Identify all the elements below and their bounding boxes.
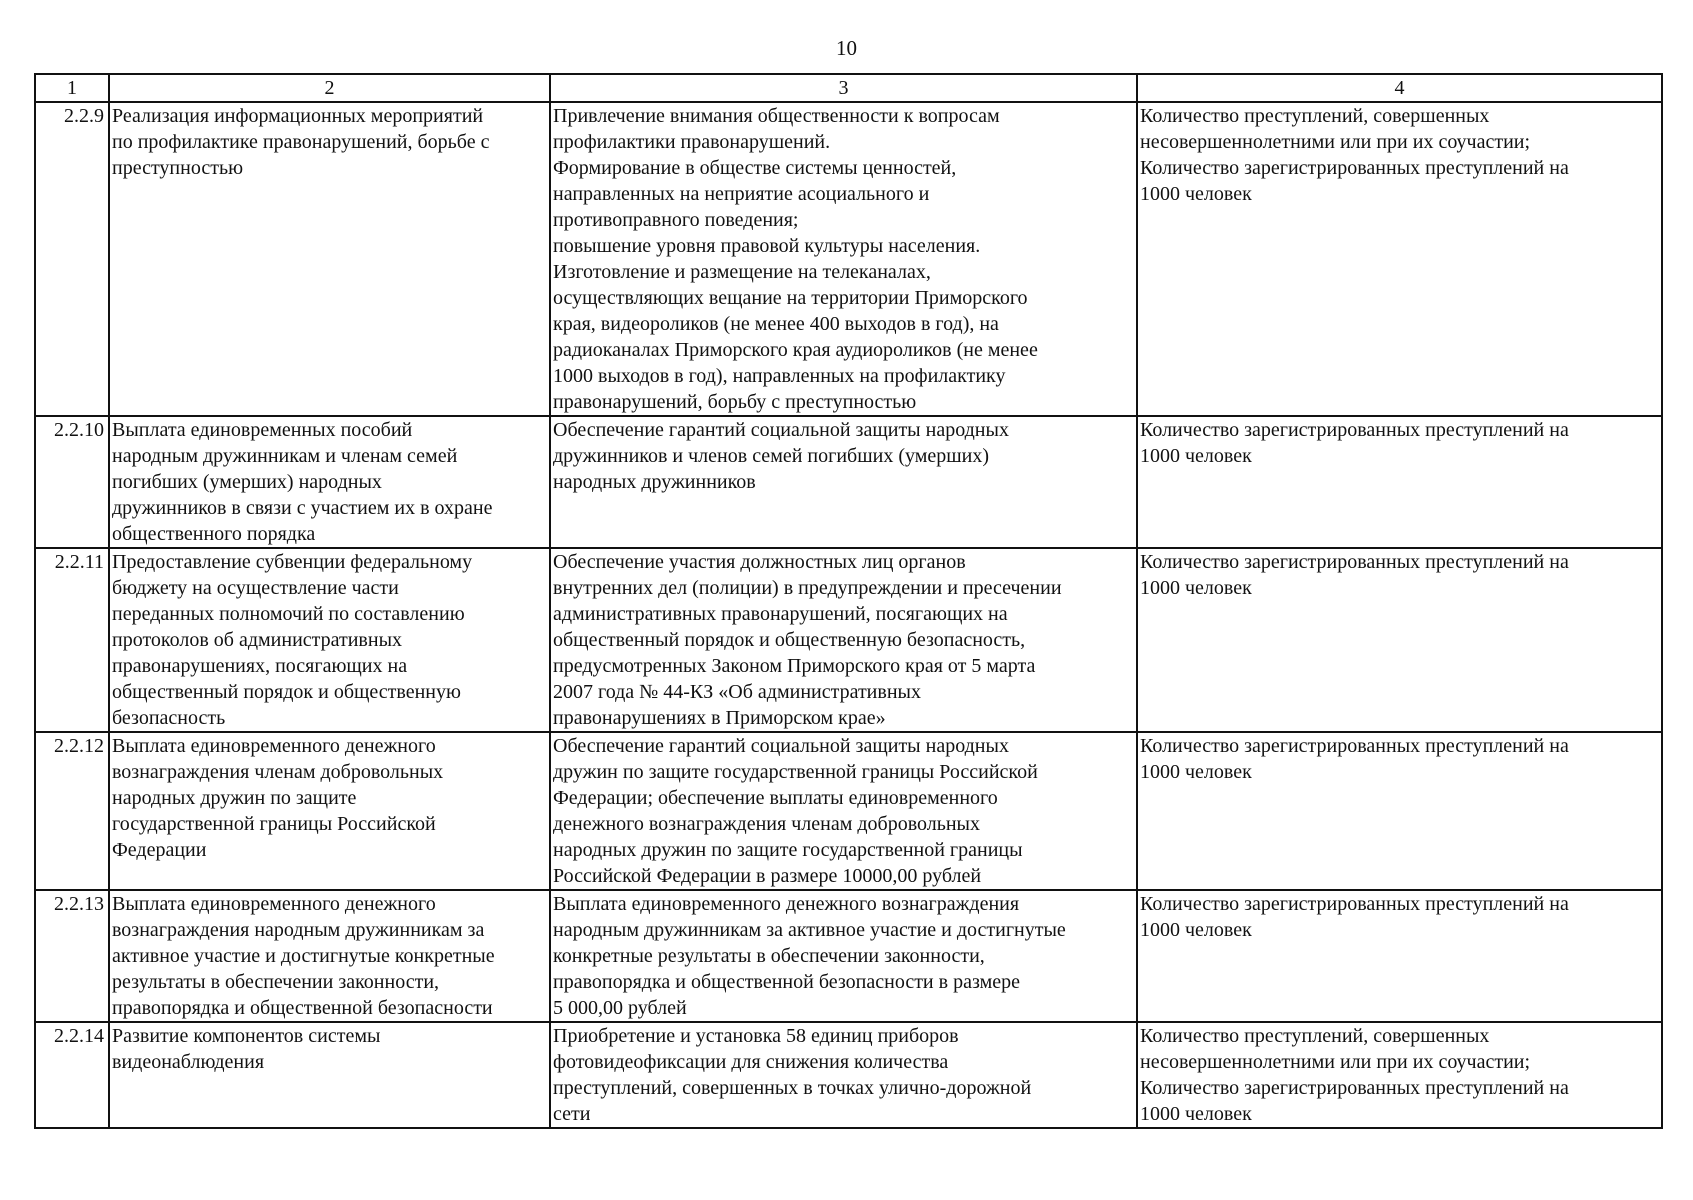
event-name: Выплата единовременного денежного вознаграждения народным дружинникам за активное участие и достигнутые конкретные результаты в обеспечении законности, правопорядка и общественной безопасности <box>109 890 550 1022</box>
table-row <box>35 732 1662 890</box>
event-name: Предоставление субвенции федеральному бюджету на осуществление части переданных полномочий по составлению протоколов об административных правонарушениях, посягающих на общественный порядок и общественную безопасность <box>109 548 550 732</box>
target-indicator: Количество зарегистрированных преступлений на 1000 человек <box>1137 732 1662 890</box>
event-content: Обеспечение гарантий социальной защиты народных дружинников и членов семей погибших (умерших) народных дружинников <box>550 416 1137 548</box>
target-indicator: Количество зарегистрированных преступлений на 1000 человек <box>1137 416 1662 548</box>
table-row <box>35 416 1662 548</box>
table-row <box>35 102 1662 416</box>
event-name: Выплата единовременного денежного вознаграждения членам добровольных народных дружин по защите государственной границы Российской Федерации <box>109 732 550 890</box>
table-header-row <box>35 74 1662 102</box>
row-number: 2.2.9 <box>35 102 109 416</box>
column-header-4: 4 <box>1137 74 1662 102</box>
event-content: Обеспечение участия должностных лиц органов внутренних дел (полиции) в предупреждении и пресечении административных правонарушений, посягающих на общественный порядок и общественную безопасность, предусмотренных Законом Приморского края от 5 марта 2007 года № 44-КЗ «Об административных правонарушениях в Приморском крае» <box>550 548 1137 732</box>
table-row <box>35 1022 1662 1128</box>
column-header-3: 3 <box>550 74 1137 102</box>
target-indicator: Количество преступлений, совершенных несовершеннолетними или при их соучастии; Количество зарегистрированных преступлений на 1000 человек <box>1137 1022 1662 1128</box>
column-header-1: 1 <box>35 74 109 102</box>
event-content: Привлечение внимания общественности к вопросам профилактики правонарушений. Формирование в обществе системы ценностей, направленных на неприятие асоциального и противоправного поведения; повышение уровня правовой культуры населения. Изготовление и размещение на телеканалах, осуществляющих вещание на территории Приморского края, видеороликов (не менее 400 выходов в год), на радиоканалах Приморского края аудиороликов (не менее 1000 выходов в год), направленных на профилактику правонарушений, борьбу с преступностью <box>550 102 1137 416</box>
measures-table <box>34 73 1663 1129</box>
event-name: Реализация информационных мероприятий по профилактике правонарушений, борьбе с преступностью <box>109 102 550 416</box>
target-indicator: Количество зарегистрированных преступлений на 1000 человек <box>1137 890 1662 1022</box>
row-number: 2.2.14 <box>35 1022 109 1128</box>
event-content: Выплата единовременного денежного вознаграждения народным дружинникам за активное участие и достигнутые конкретные результаты в обеспечении законности, правопорядка и общественной безопасности в размере 5 000,00 рублей <box>550 890 1137 1022</box>
table-row <box>35 548 1662 732</box>
event-content: Обеспечение гарантий социальной защиты народных дружин по защите государственной границы Российской Федерации; обеспечение выплаты единовременного денежного вознаграждения членам добровольных народных дружин по защите государственной границы Российской Федерации в размере 10000,00 рублей <box>550 732 1137 890</box>
row-number: 2.2.11 <box>35 548 109 732</box>
table-row <box>35 890 1662 1022</box>
row-number: 2.2.13 <box>35 890 109 1022</box>
event-name: Развитие компонентов системы видеонаблюдения <box>109 1022 550 1128</box>
page-number: 10 <box>836 36 857 60</box>
row-number: 2.2.10 <box>35 416 109 548</box>
column-header-2: 2 <box>109 74 550 102</box>
row-number: 2.2.12 <box>35 732 109 890</box>
event-content: Приобретение и установка 58 единиц приборов фотовидеофиксации для снижения количества преступлений, совершенных в точках улично-дорожной сети <box>550 1022 1137 1128</box>
target-indicator: Количество преступлений, совершенных несовершеннолетними или при их соучастии; Количество зарегистрированных преступлений на 1000 человек <box>1137 102 1662 416</box>
event-name: Выплата единовременных пособий народным дружинникам и членам семей погибших (умерших) народных дружинников в связи с участием их в охране общественного порядка <box>109 416 550 548</box>
target-indicator: Количество зарегистрированных преступлений на 1000 человек <box>1137 548 1662 732</box>
